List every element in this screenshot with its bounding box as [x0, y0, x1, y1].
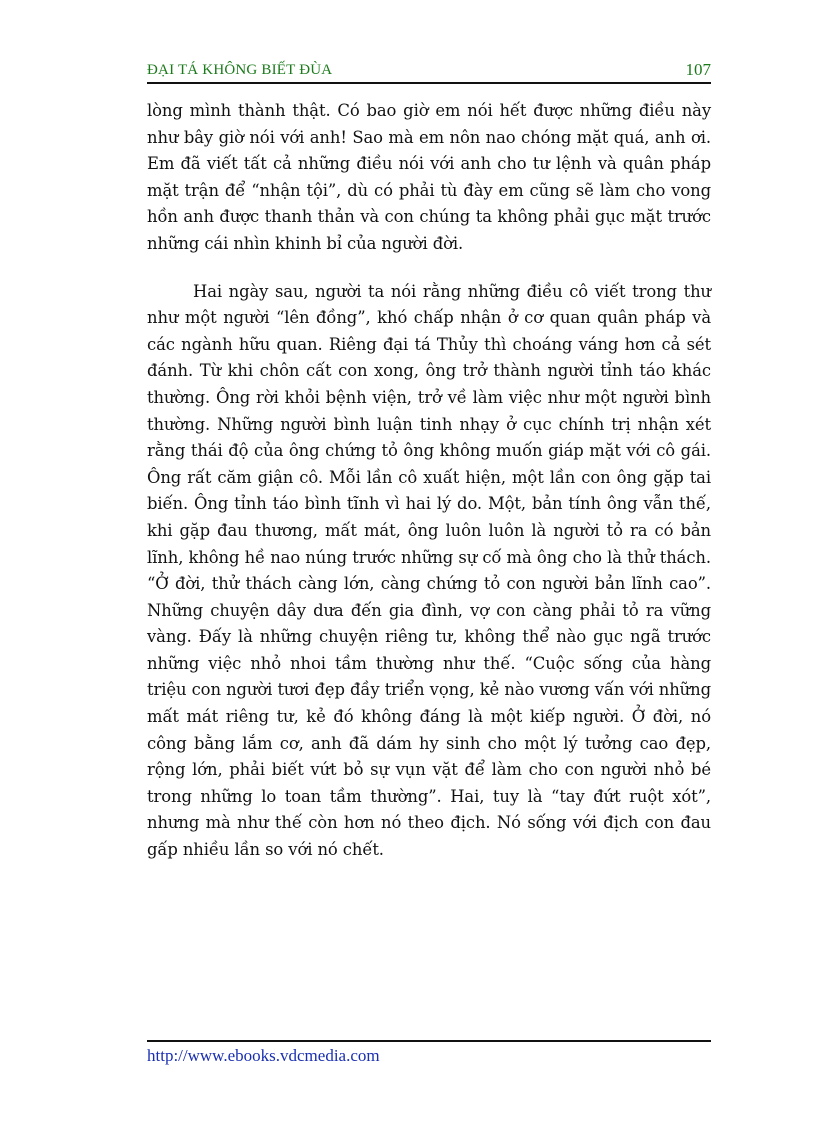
running-title: ĐẠI TÁ KHÔNG BIẾT ĐÙA: [147, 62, 333, 78]
paragraph-continuation: lòng mình thành thật. Có bao giờ em nói hết được những điều này như bây giờ nói với anh! Sao mà em nôn nao chóng mặt quá, anh ơi. Em đã viết tất cả những điều nói với anh cho tư lệnh và quân pháp mặt trận để “nhận tội”, dù có phải tù đày em cũng sẽ làm cho vong hồn anh được thanh thản và con chúng ta không phải gục mặt trước những cái nhìn khinh bỉ của người đời.: [147, 101, 711, 253]
paragraph-main: Hai ngày sau, người ta nói rằng những điều cô viết trong thư như một người “lên đồng”, khó chấp nhận ở cơ quan quân pháp và các ngành hữu quan. Riêng đại tá Thủy thì choáng váng hơn cả sét đánh. Từ khi chôn cất con xong, ông trở thành người tỉnh táo khác thường. Ông rời khỏi bệnh viện, trở về làm việc như một người bình thường. Những người bình luận tinh nhạy ở cục chính trị nhận xét rằng thái độ của ông chứng tỏ ông không muốn giáp mặt với cô gái. Ông rất căm giận cô. Mỗi lần cô xuất hiện, một lần con ông gặp tai biến. Ông tỉnh táo bình tĩnh vì hai lý do. Một, bản tính ông vẫn thế, khi gặp đau thương, mất mát, ông luôn luôn là người tỏ ra có bản lĩnh, không hề nao núng trước những sự cố mà ông cho là thử thách. “Ở đời, thử thách càng lớn, càng chứng tỏ con người bản lĩnh cao”. Những chuyện dây dưa đến gia đình, vợ con càng phải tỏ ra vững vàng. Đấy là những chuyện riêng tư, không thể nào gục ngã trước những việc nhỏ nhoi tầm thường như thế. “Cuộc sống của hàng triệu con người tươi đẹp đầy triển vọng, kẻ nào vương vấn với những mất mát riêng tư, kẻ đó không đáng là một kiếp người. Ở đời, nó công bằng lắm cơ, anh đã dám hy sinh cho một lý tưởng cao đẹp, rộng lớn, phải biết vứt bỏ sự vụn vặt để làm cho con người nhỏ bé trong những lo toan tầm thường”. Hai, tuy là “tay đứt ruột xót”, nhưng mà như thế còn hơn nó theo địch. Nó sống với địch con đau gấp nhiều lần so với nó chết.: [147, 281, 711, 860]
footer-divider: [147, 1040, 711, 1042]
page-header: [147, 60, 711, 84]
footer-website-link[interactable]: http://www.ebooks.vdcmedia.com: [147, 1046, 380, 1065]
page-number: 107: [685, 60, 711, 79]
page-body: [147, 98, 711, 864]
